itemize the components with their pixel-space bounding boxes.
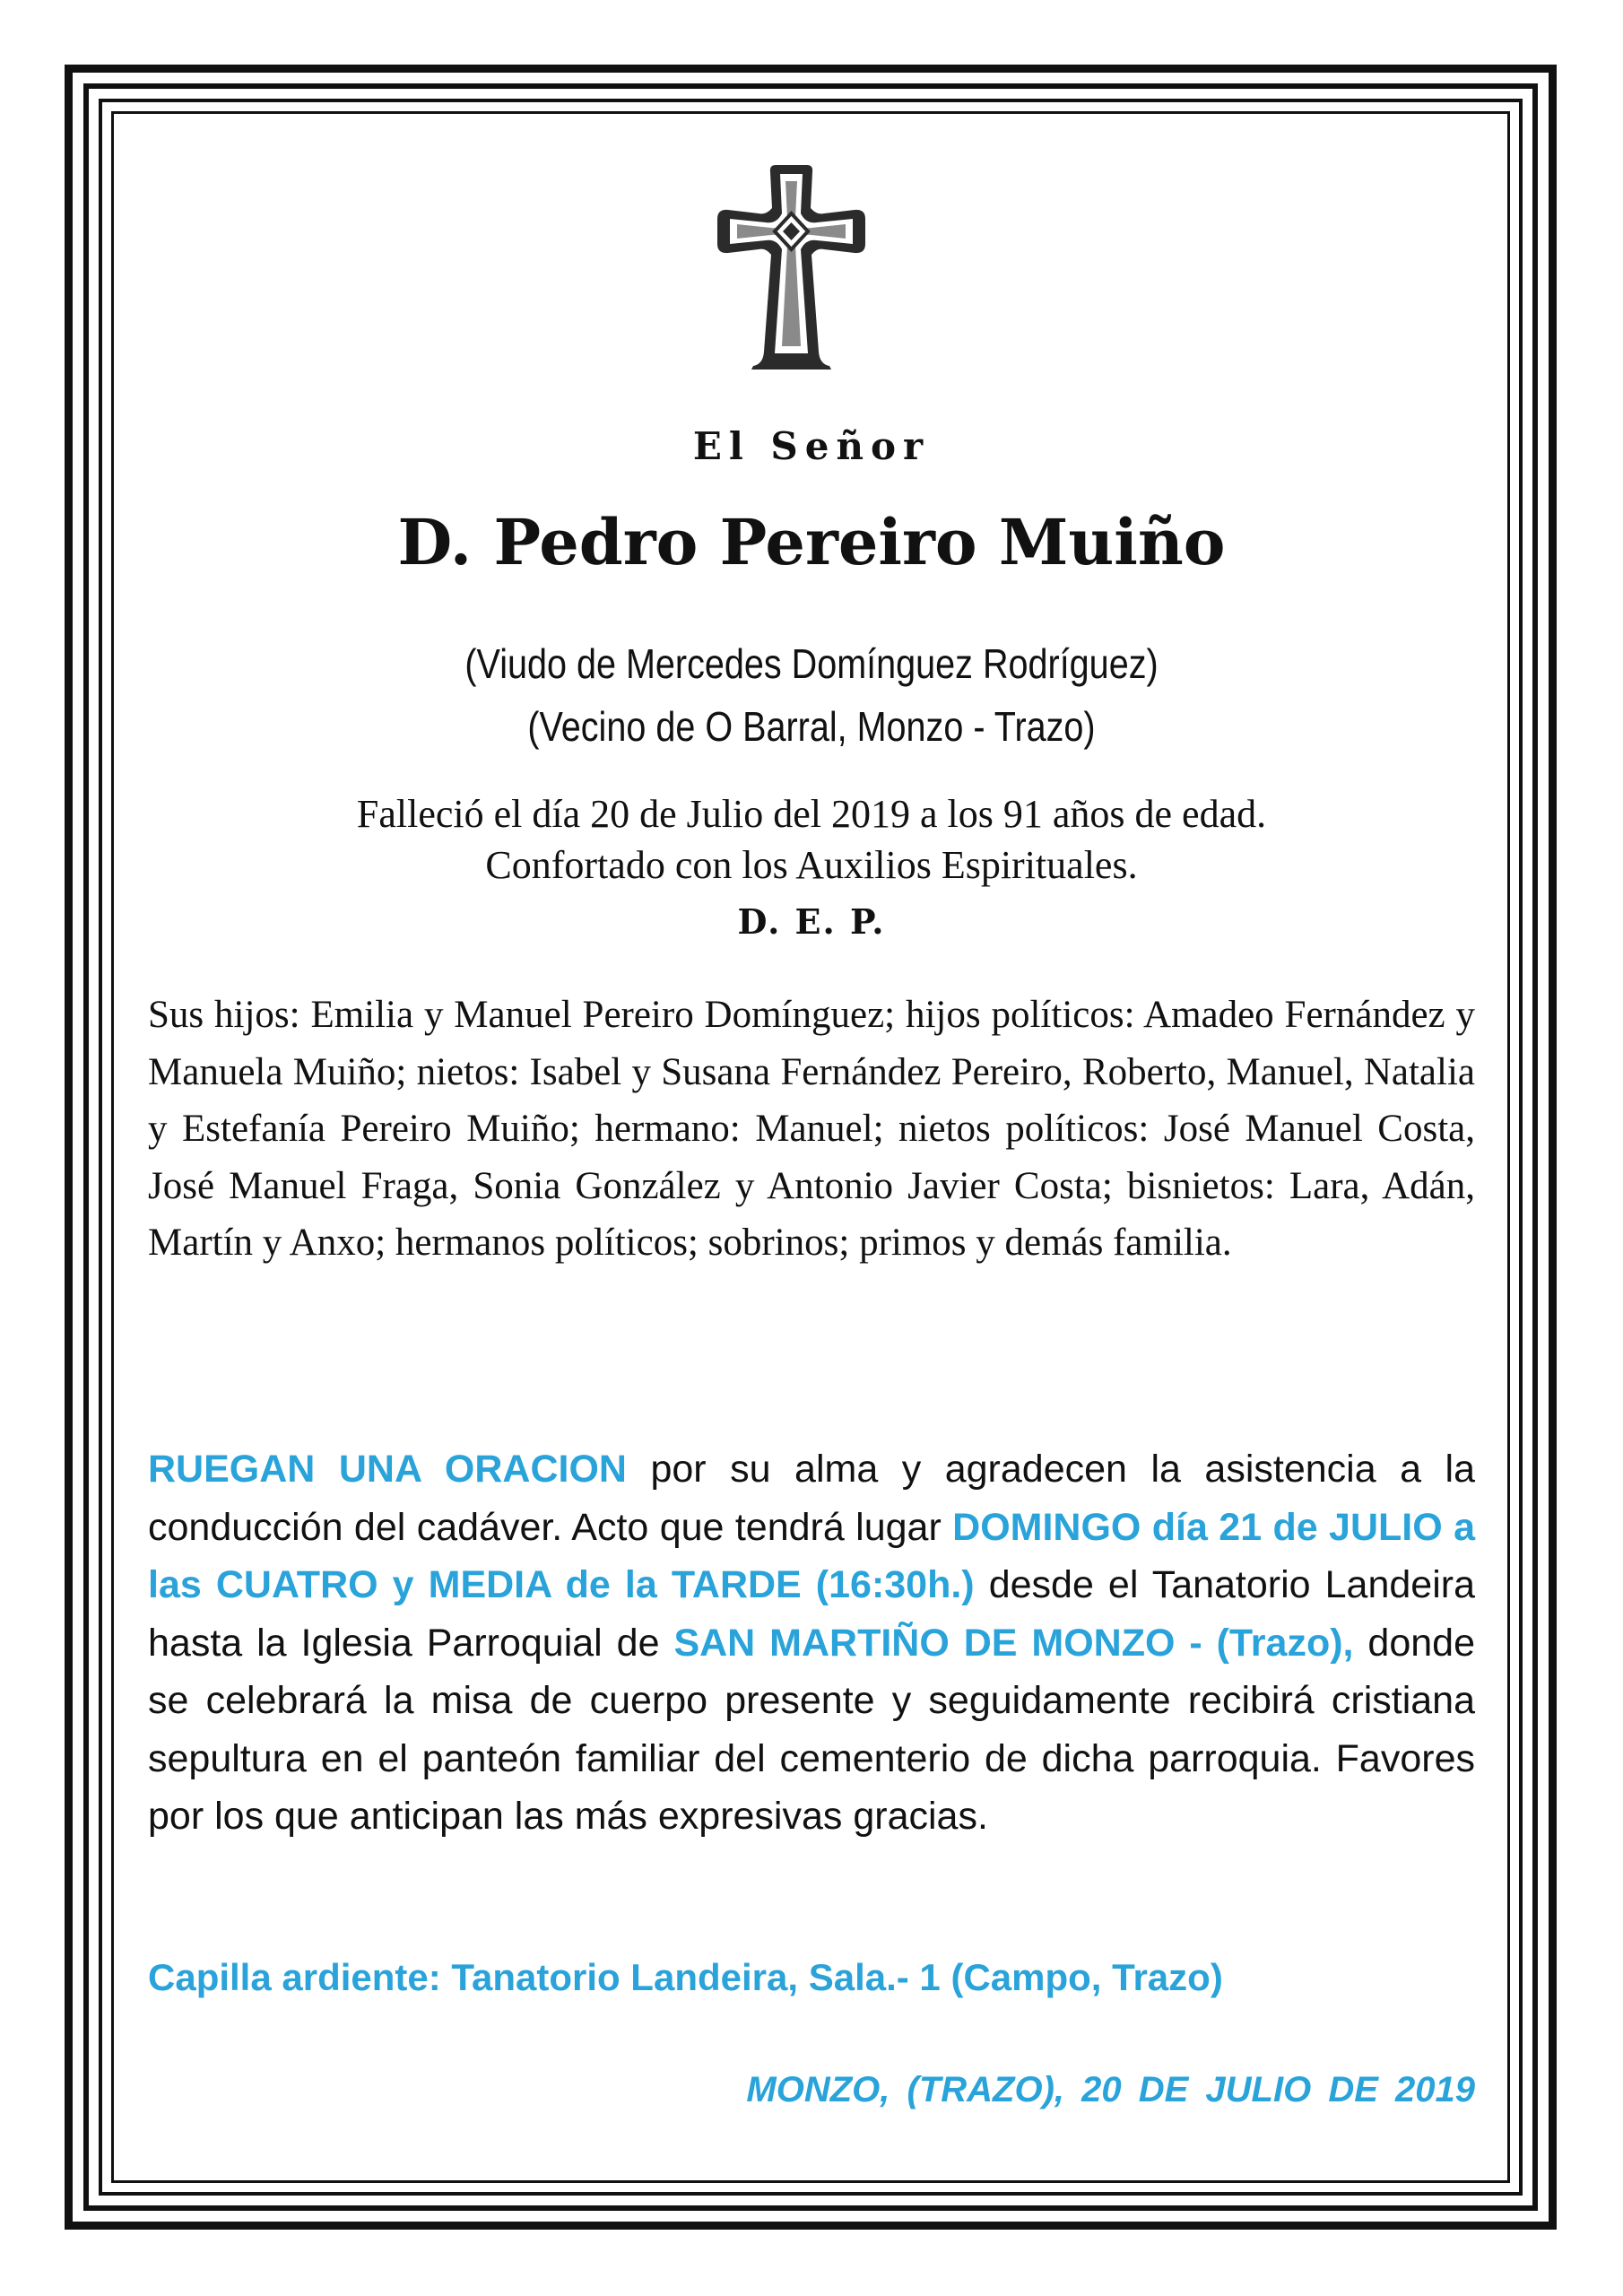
honorific: El Señor — [692, 424, 931, 468]
neighbor-line: (Vecino de O Barral, Monzo - Trazo) — [527, 703, 1096, 750]
death-line: Falleció el día 20 de Julio del 2019 a los 91 años de edad. — [356, 792, 1267, 836]
deceased-name: D. Pedro Pereiro Muiño — [397, 505, 1226, 579]
church-name: SAN MARTIÑO DE MONZO - (Trazo), — [673, 1621, 1354, 1665]
prayer-text-3: donde se celebrará la misa de cuerpo presente y seguidamente recibirá cristiana sepultura en el panteón familiar del cementerio de dicha parroquia. Favores por los que anticipan las más expresivas gracias. — [148, 1621, 1475, 1838]
rip-line: D. E. P. — [737, 901, 886, 942]
latin-cross-icon — [713, 161, 870, 372]
funeral-time: DOMINGO día 21 de JULIO a las CUATRO y MEDIA de la TARDE (16:30h.) — [148, 1505, 1475, 1606]
family-paragraph: Sus hijos: Emilia y Manuel Pereiro Domínguez; hijos políticos: Amadeo Fernández y Manuela Muiño; nietos: Isabel y Susana Fernández Pereiro, Roberto, Manuel, Natalia y Estefanía Pereiro Muiño; hermano: Manuel; nietos políticos: José Manuel Costa, José Manuel Fraga, Sonia González y Antonio Javier Costa; bisnietos: Lara, Adán, Martín y Anxo; hermanos políticos; sobrinos; primos y demás familia. — [148, 994, 1475, 1264]
prayer-paragraph — [148, 1440, 1475, 1846]
dateline: MONZO, (TRAZO), 20 DE JULIO DE 2019 — [746, 2070, 1475, 2109]
comfort-line: Confortado con los Auxilios Espirituales. — [485, 843, 1138, 887]
widow-line: (Viudo de Mercedes Domínguez Rodríguez) — [464, 640, 1159, 687]
prayer-text-1: por su alma y agradecen la asistencia a la conducción del cadáver. Acto que tendrá lugar — [148, 1448, 1475, 1549]
chapel-line: Capilla ardiente: Tanatorio Landeira, Sala.- 1 (Campo, Trazo) — [148, 1956, 1223, 1998]
prayer-request: RUEGAN UNA ORACION — [148, 1448, 627, 1491]
prayer-text-2: desde el Tanatorio Landeira hasta la Iglesia Parroquial de — [148, 1563, 1476, 1665]
